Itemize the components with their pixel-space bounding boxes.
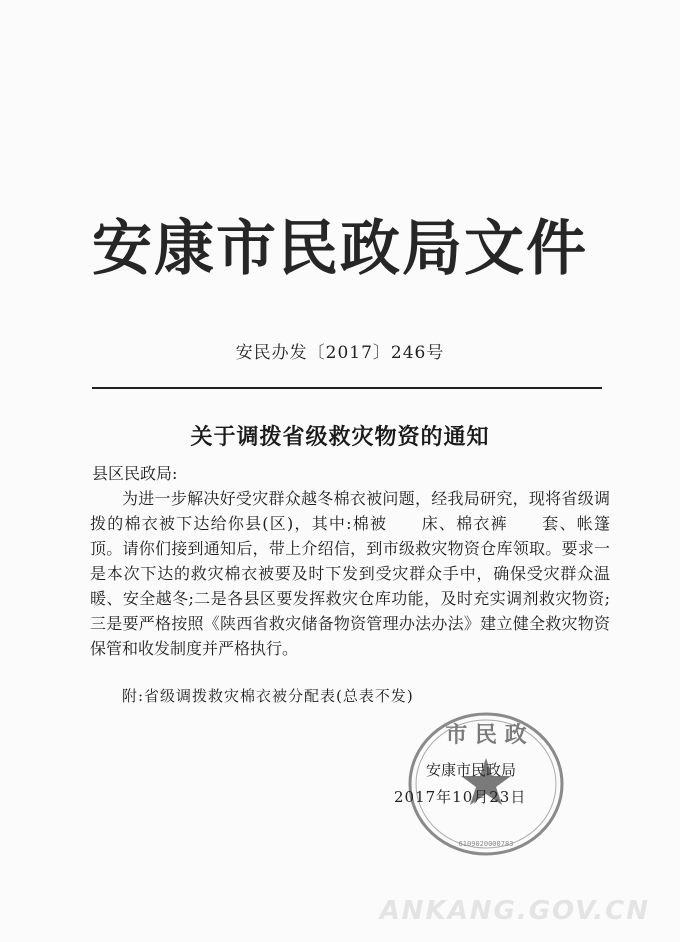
official-seal-icon xyxy=(394,706,572,862)
svg-text:市 民 政: 市 民 政 xyxy=(445,722,527,748)
notice-title: 关于调拨省级救灾物资的通知 xyxy=(190,424,490,450)
attachment-note: 附:省级调拨救灾棉衣被分配表(总表不发) xyxy=(122,687,414,705)
issuer-name: 安康市民政局 xyxy=(426,761,517,779)
body-paragraph: 为进一步解决好受灾群众越冬棉衣被问题，经我局研究，现将省级调拨的棉衣被下达给你县(区)，其中:棉被 床、棉衣裤 套、帐篷 顶。请你们接到通知后，带上介绍信，到市级救灾物资仓库领取。要求一是本次下达的救灾棉衣被要及时下发到受灾群众手中，确保受灾群众温暖、安全越冬;二是各县区要发挥救灾仓库功能，及时充实调剂救灾物资;三是要严格按照《陕西省救灾储备物资管理办法办法》建立健全救灾物资保管和收发制度并严格执行。 xyxy=(90,489,643,658)
site-watermark: ANKANG.GOV.CN xyxy=(379,896,650,926)
document-header: 安康市民政局文件 xyxy=(92,214,588,284)
addressee: 县区民政局: xyxy=(92,464,178,483)
notice-body xyxy=(90,486,643,661)
header-divider xyxy=(92,387,602,389)
issue-date: 2017年10月23日 xyxy=(394,788,527,806)
svg-text:6109020000783: 6109020000783 xyxy=(458,840,514,848)
document-number: 安民办发〔2017〕246号 xyxy=(235,343,445,363)
